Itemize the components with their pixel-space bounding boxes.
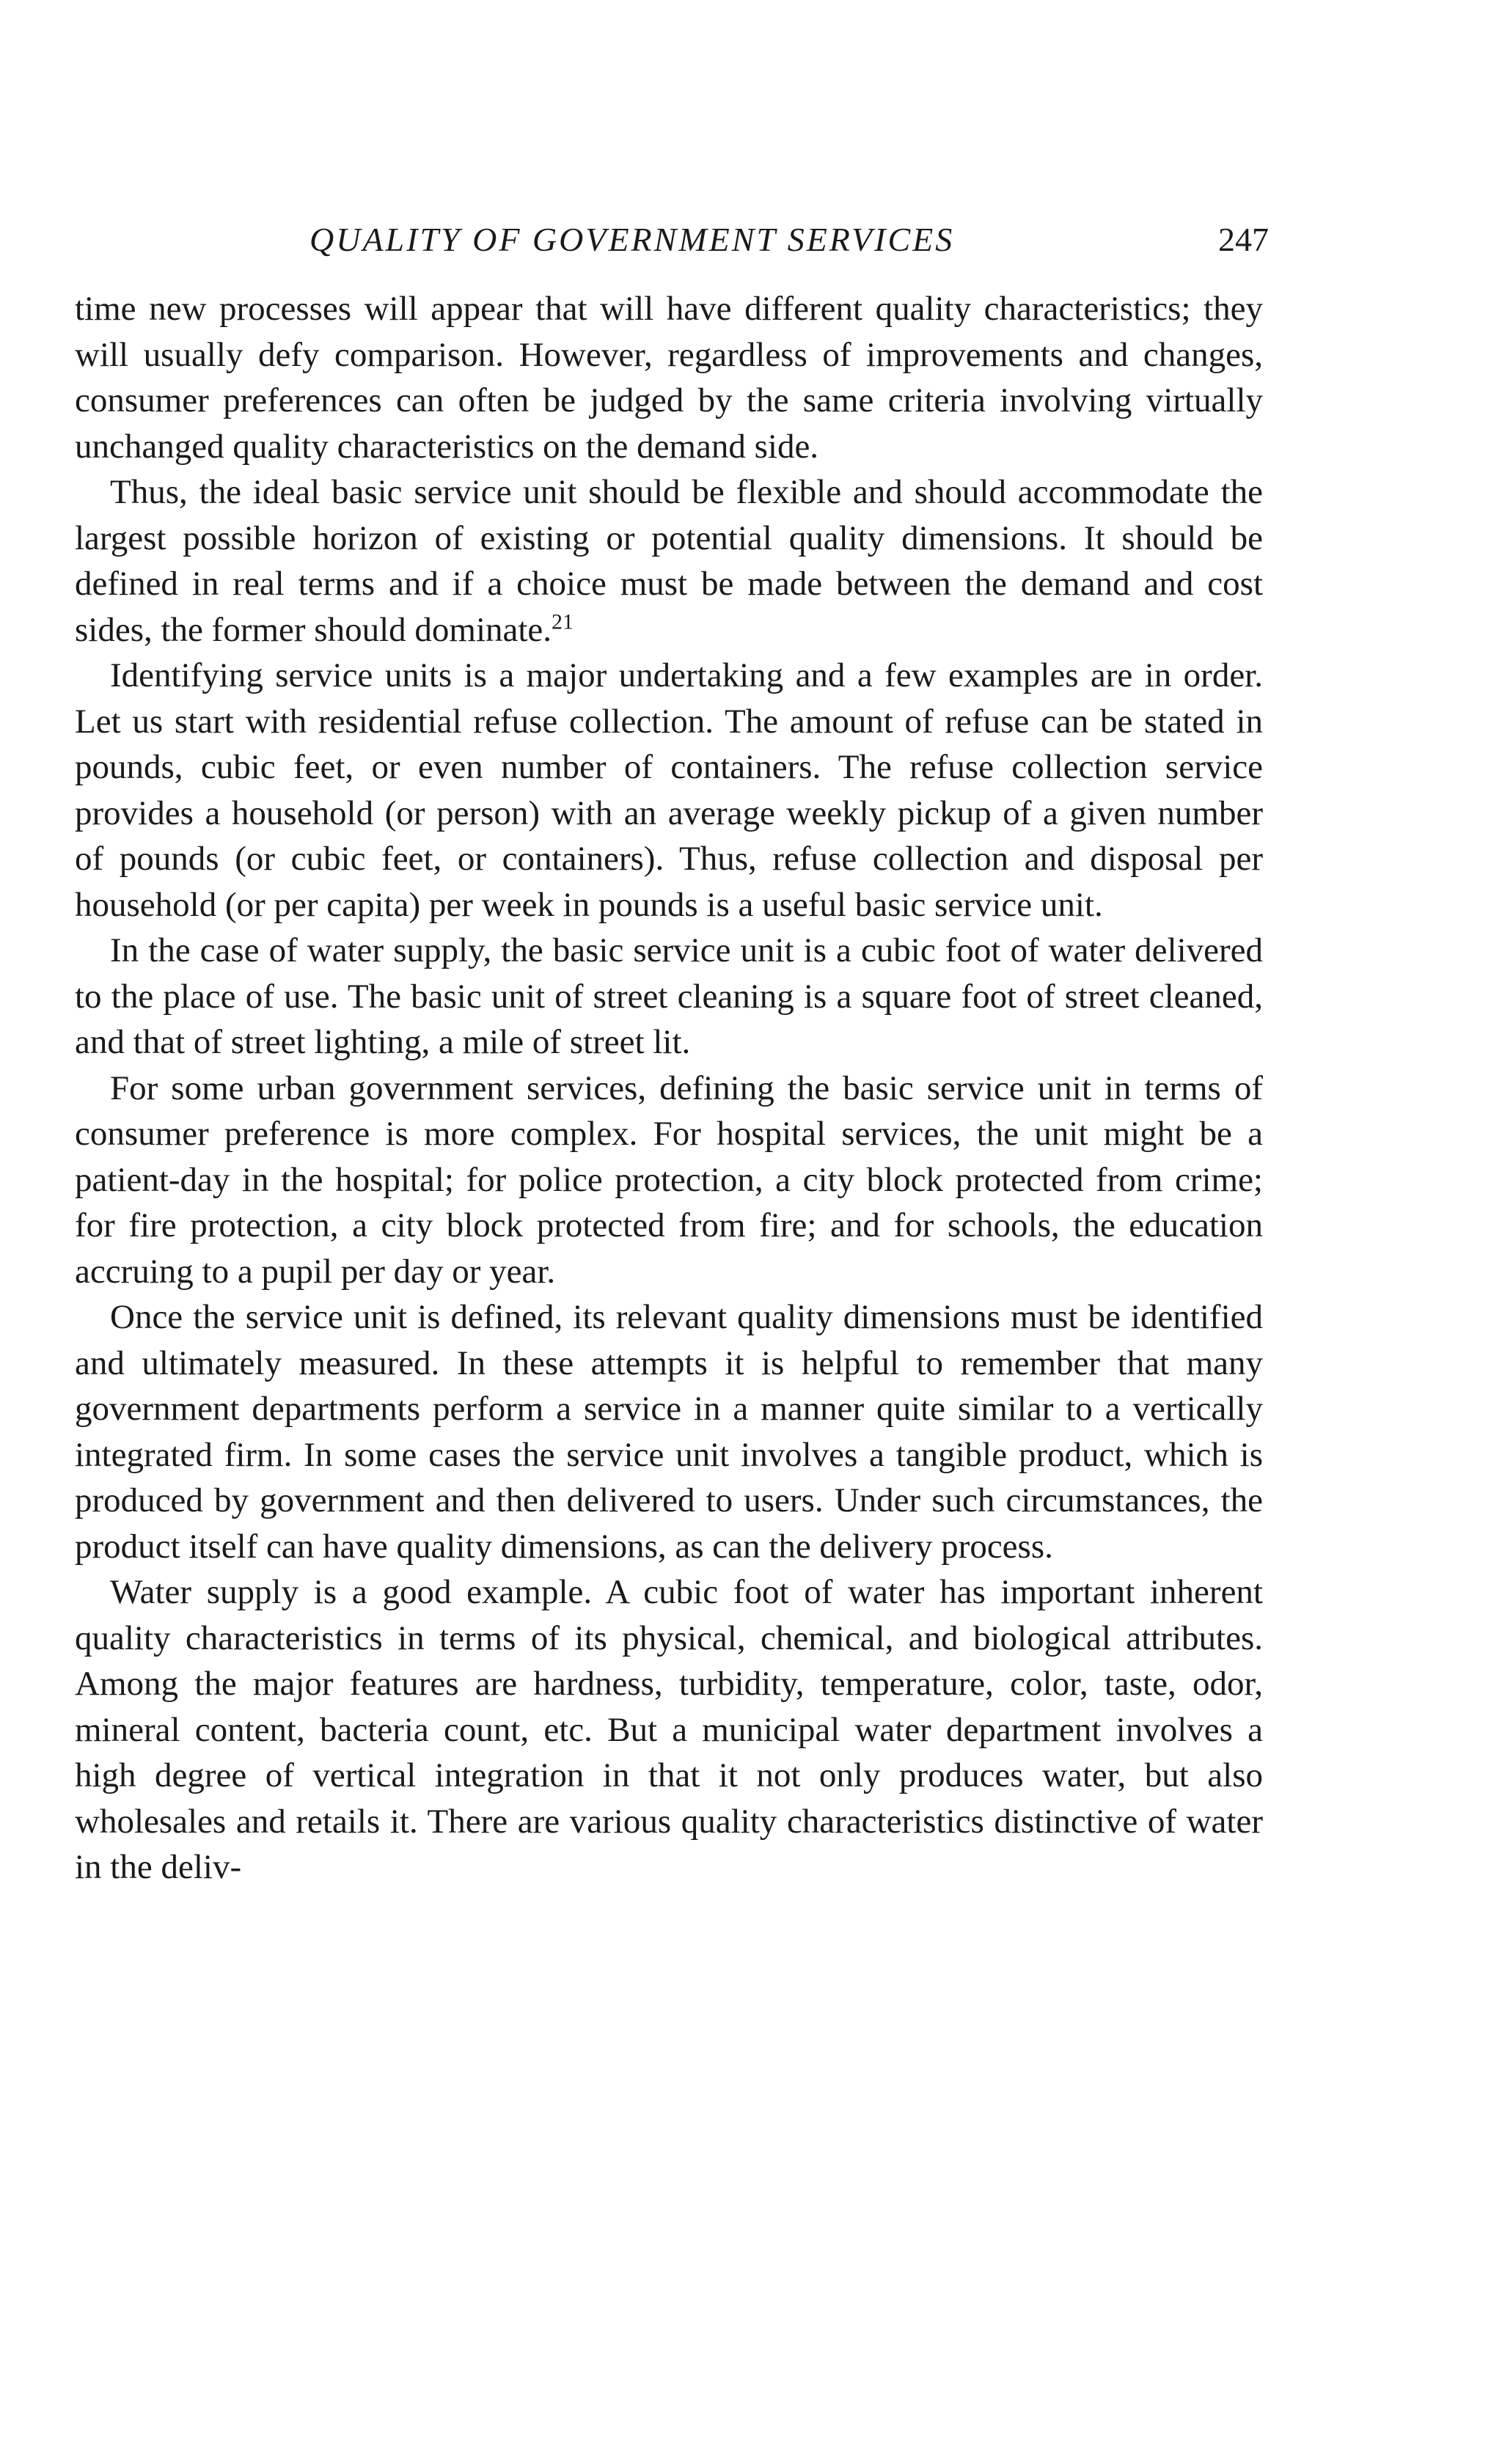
- paragraph-1: [75, 286, 1263, 469]
- paragraph-1-text: time new processes will appear that will have different quality characteristics; they will usually defy comparison. However, regardless of improvements and changes, consumer preferences can often be judged by the same criteria involving virtually unchanged quality characteristics on the demand side.: [75, 290, 1263, 466]
- paragraph-5-text: For some urban government services, defining the basic service unit in terms of consumer preference is more complex. For hospital services, the unit might be a patient-day in the hospital; for police protection, a city block protected from crime; for fire protection, a city block protected from fire; and for schools, the education accruing to a pupil per day or year.: [75, 1068, 1263, 1291]
- paragraph-2-text: Thus, the ideal basic service unit should be flexible and should accommodate the largest possible horizon of existing or potential quality dimensions. It should be defined in real terms and if a choice must be made between the demand and cost sides, the former should dominate.: [75, 473, 1263, 649]
- paragraph-6: [75, 1294, 1263, 1569]
- page-number: 247: [1218, 221, 1269, 258]
- paragraph-3: [75, 653, 1263, 928]
- running-head: [75, 205, 1269, 276]
- paragraph-6-text: Once the service unit is defined, its relevant quality dimensions must be identified and ultimately measured. In these attempts it is helpful to remember that many government departments perform a service in a manner quite similar to a vertically integrated firm. In some cases the service unit involves a tangible product, which is produced by government and then delivered to users. Under such circumstances, the product itself can have quality dimensions, as can the delivery process.: [75, 1298, 1263, 1566]
- footnote-reference-21: 21: [552, 609, 574, 634]
- paragraph-4-text: In the case of water supply, the basic service unit is a cubic foot of water delivered to the place of use. The basic unit of street cleaning is a square foot of street cleaned, and that of street lighting, a mile of street lit.: [75, 931, 1263, 1061]
- book-page: [75, 205, 1269, 1891]
- paragraph-7-text: Water supply is a good example. A cubic foot of water has important inherent quality characteristics in terms of its physical, chemical, and biological attributes. Among the major features are hardness, turbidity, temperature, color, taste, odor, mineral content, bacteria count, etc. But a municipal water department involves a high degree of vertical integration in that it not only produces water, but also wholesales and retails it. There are various quality characteristics distinctive of water in the deliv-: [75, 1573, 1263, 1886]
- body-text: [75, 286, 1263, 1891]
- running-title: QUALITY OF GOVERNMENT SERVICES: [309, 221, 955, 258]
- paragraph-5: [75, 1066, 1263, 1295]
- paragraph-3-text: Identifying service units is a major undertaking and a few examples are in order. Let us start with residential refuse collection. The amount of refuse can be stated in pounds, cubic feet, or even number of containers. The refuse collection service provides a household (or person) with an average weekly pickup of a given number of pounds (or cubic feet, or containers). Thus, refuse collection and disposal per household (or per capita) per week in pounds is a useful basic service unit.: [75, 656, 1263, 924]
- paragraph-4: [75, 928, 1263, 1066]
- paragraph-2: [75, 469, 1263, 653]
- paragraph-7: [75, 1569, 1263, 1891]
